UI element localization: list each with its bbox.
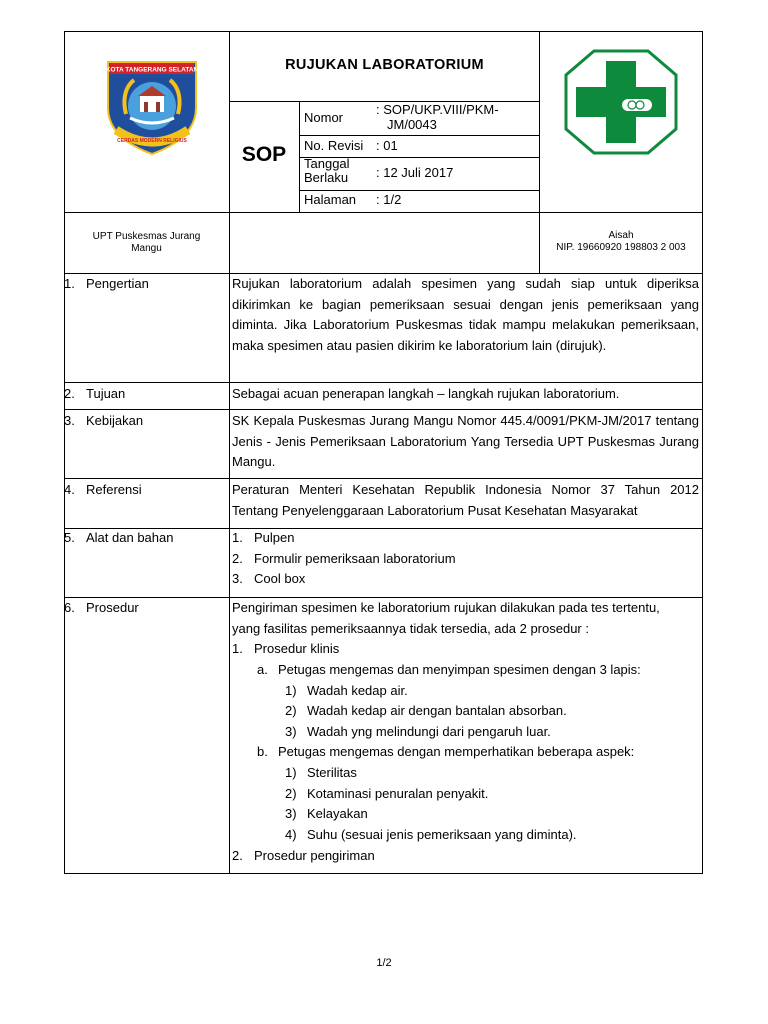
prosedur-sub-letter: b. (257, 744, 268, 759)
prosedur-sub-b: Petugas mengemas dengan memperhatikan beberapa aspek: (278, 744, 635, 759)
meta-label-halaman: Halaman (304, 192, 357, 207)
meta-label-tanggal: Tanggal (304, 156, 350, 171)
section-label-prosedur: Prosedur (86, 600, 139, 615)
org-name-line2: Mangu (131, 243, 162, 254)
document-title: RUJUKAN LABORATORIUM (285, 57, 484, 73)
prosedur-b-item-number: 2) (285, 786, 297, 801)
meta-value-tanggal: : 12 Juli 2017 (376, 165, 454, 180)
alat-item: Pulpen (254, 530, 295, 545)
meta-label-revisi: No. Revisi (304, 138, 364, 153)
section-label-referensi: Referensi (86, 482, 142, 497)
meta-value-revisi: : 01 (376, 138, 398, 153)
city-emblem-logo (104, 58, 200, 156)
section-number-5: 5. (64, 530, 75, 545)
prosedur-a-item-number: 2) (285, 703, 297, 718)
referensi-line-2: Tentang Penyelenggaraan Laboratorium Pusat Kesehatan Masyarakat (232, 503, 638, 518)
prosedur-a-item-number: 1) (285, 683, 297, 698)
emblem-motto-text: CERDAS MODERN RELIGIUS (117, 138, 187, 144)
alat-item-number: 2. (232, 551, 243, 566)
sop-label: SOP (241, 143, 287, 166)
signer-name: Aisah (608, 230, 634, 241)
referensi-line-1: Peraturan Menteri Kesehatan Republik Indonesia Nomor 37 Tahun 2012 (232, 482, 699, 497)
signer-block (540, 230, 702, 254)
kebijakan-text: SK Kepala Puskesmas Jurang Mangu Nomor 445.4/0091/PKM-JM/2017 tentang Jenis - Jenis Pemeriksaan Laboratorium Yang Tersedia UPT Puskesmas Jurang Mangu. (232, 413, 699, 469)
prosedur-b-item: Kelayakan (307, 806, 368, 821)
tujuan-text: Sebagai acuan penerapan langkah – langkah rujukan laboratorium. (232, 386, 620, 401)
prosedur-a-item-number: 3) (285, 724, 297, 739)
section-number-2: 2. (64, 386, 75, 401)
prosedur-b-item: Sterilitas (307, 765, 357, 780)
prosedur-step-number: 1. (232, 641, 243, 656)
org-name (64, 231, 229, 255)
meta-label-nomor: Nomor (304, 110, 344, 125)
emblem-top-text: KOTA TANGERANG SELATAN (105, 66, 199, 74)
signer-nip: NIP. 19660920 198803 2 003 (556, 242, 686, 253)
pengertian-text: Rujukan laboratorium adalah spesimen yang sudah siap untuk diperiksa dikirimkan ke bagian pemeriksaan sesuai dengan jenis pemeriksaan yang diminta. Jika Laboratorium Puskesmas tidak mampu melakukan pemeriksaan, maka spesimen atau pasien dikirim ke laboratorium lain (dirujuk). (232, 276, 699, 353)
meta-value-nomor: : SOP/UKP.VIII/PKM- (376, 102, 499, 117)
page-number: 1/2 (376, 957, 392, 969)
prosedur-b-item-number: 4) (285, 827, 297, 842)
alat-item-number: 1. (232, 530, 243, 545)
section-number-1: 1. (64, 276, 75, 291)
org-name-line1: UPT Puskesmas Jurang (92, 231, 201, 242)
health-cross-logo (564, 49, 678, 155)
prosedur-b-item: Kotaminasi penuralan penyakit. (307, 786, 489, 801)
section-label-pengertian: Pengertian (86, 276, 149, 291)
section-label-alat: Alat dan bahan (86, 530, 174, 545)
prosedur-a-item: Wadah yng melindungi dari pengaruh luar. (307, 724, 551, 739)
prosedur-a-item: Wadah kedap air dengan bantalan absorban. (307, 703, 567, 718)
section-number-6: 6. (64, 600, 75, 615)
prosedur-a-item: Wadah kedap air. (307, 683, 408, 698)
prosedur-intro-line-1: Pengiriman spesimen ke laboratorium rujukan dilakukan pada tes tertentu, (232, 600, 660, 615)
prosedur-sub-a: Petugas mengemas dan menyimpan spesimen dengan 3 lapis: (278, 662, 641, 677)
meta-value-nomor-cont: JM/0043 (387, 117, 437, 132)
prosedur-step-1: Prosedur klinis (254, 641, 340, 656)
meta-label-berlaku: Berlaku (304, 170, 349, 185)
section-label-kebijakan: Kebijakan (86, 413, 144, 428)
section-number-4: 4. (64, 482, 75, 497)
prosedur-b-item-number: 1) (285, 765, 297, 780)
alat-item: Cool box (254, 571, 306, 586)
prosedur-b-item: Suhu (sesuai jenis pemeriksaan yang diminta). (307, 827, 577, 842)
prosedur-b-item-number: 3) (285, 806, 297, 821)
alat-item-number: 3. (232, 571, 243, 586)
prosedur-intro-line-2: yang fasilitas pemeriksaannya tidak tersedia, ada 2 prosedur : (232, 621, 589, 636)
prosedur-sub-letter: a. (257, 662, 268, 677)
alat-item: Formulir pemeriksaan laboratorium (254, 551, 456, 566)
meta-value-halaman: : 1/2 (376, 192, 402, 207)
prosedur-step-number: 2. (232, 848, 243, 863)
prosedur-step-2: Prosedur pengiriman (254, 848, 375, 863)
section-number-3: 3. (64, 413, 75, 428)
section-label-tujuan: Tujuan (86, 386, 126, 401)
